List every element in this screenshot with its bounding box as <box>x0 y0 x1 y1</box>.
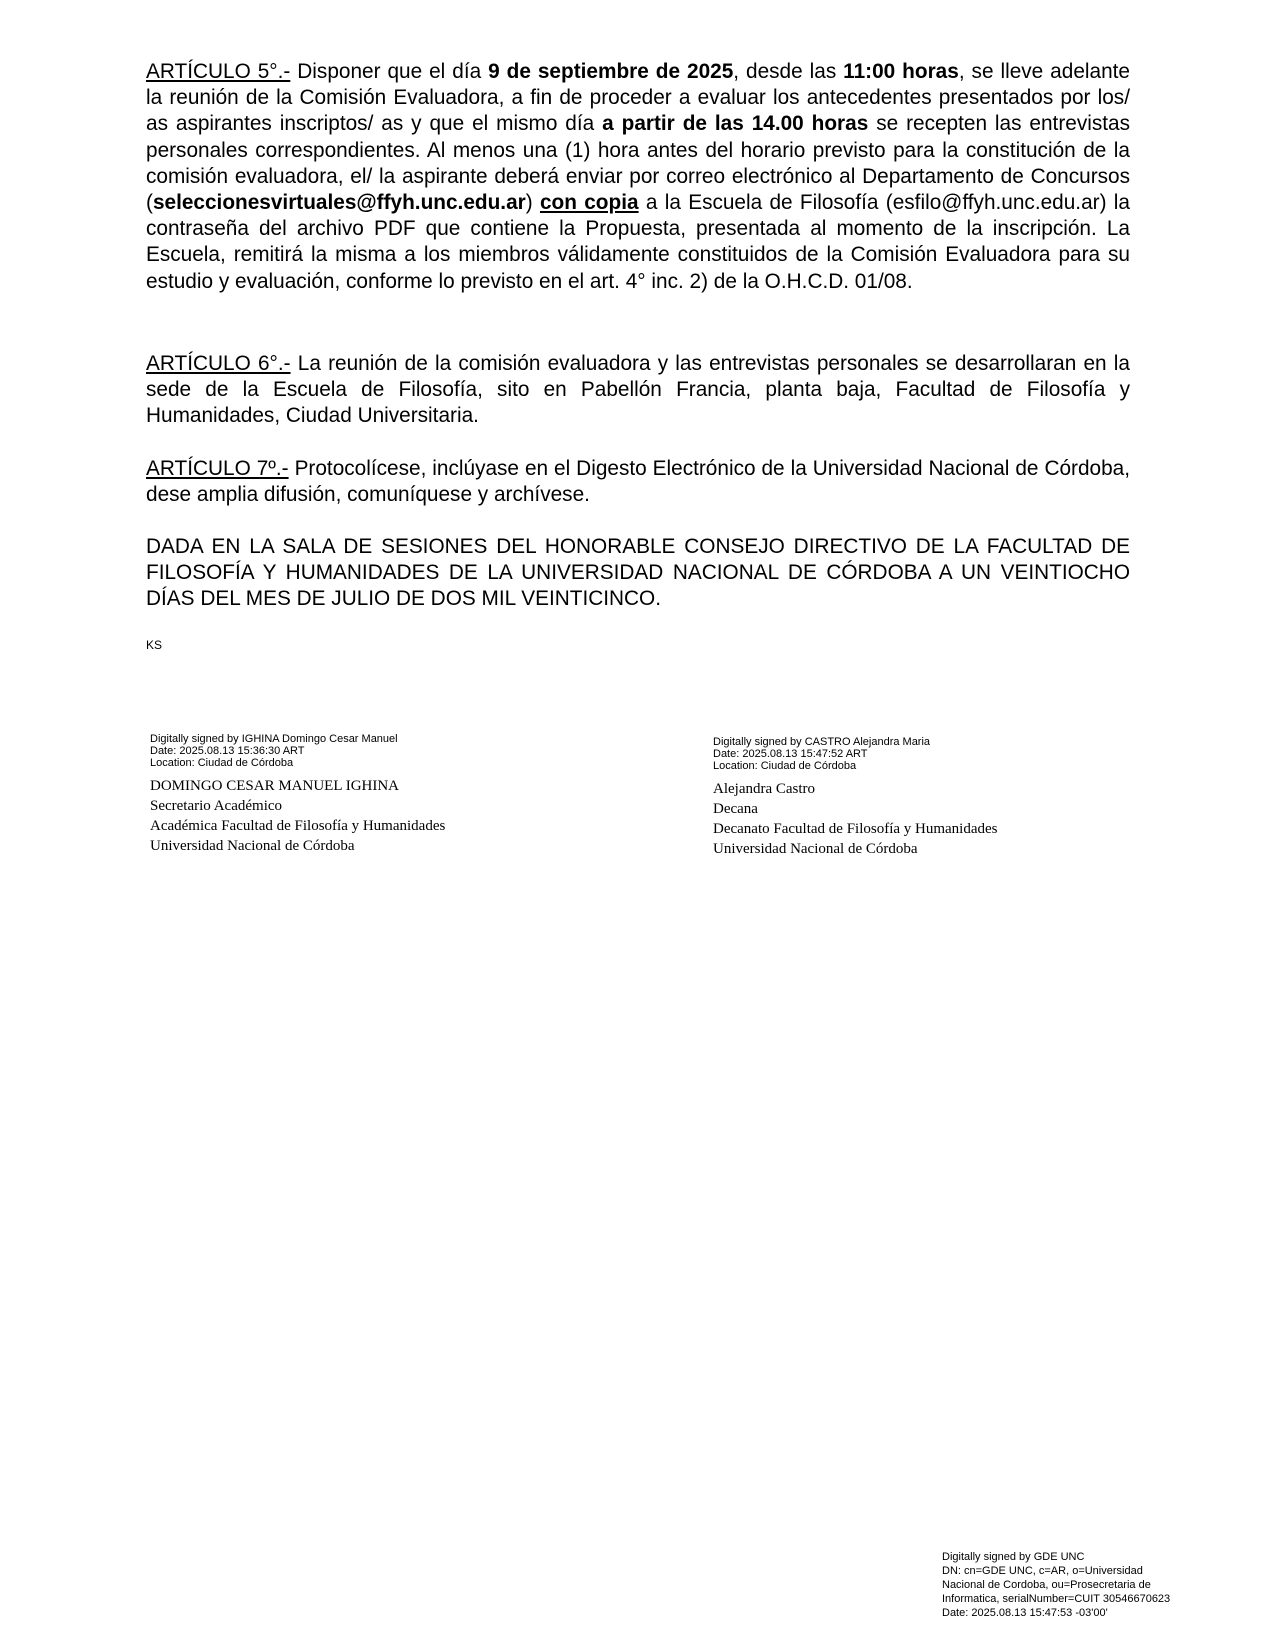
article-5-text: ) <box>525 191 540 215</box>
article-5-text: , desde las <box>733 60 844 83</box>
signer-university: Universidad Nacional de Córdoba <box>713 841 918 857</box>
interview-time: a partir de las 14.00 horas <box>602 112 869 136</box>
contest-email: seleccionesvirtuales@ffyh.unc.edu.ar <box>152 191 526 215</box>
digital-signature-date: Date: 2025.08.13 15:36:30 ART <box>150 745 305 757</box>
digital-signature-date: Date: 2025.08.13 15:47:52 ART <box>713 748 868 760</box>
gde-signature-line: Date: 2025.08.13 15:47:53 -03'00' <box>942 1607 1108 1619</box>
article-5-paragraph <box>146 59 1130 295</box>
signature-block-ighina <box>150 733 445 856</box>
signer-unit: Decanato Facultad de Filosofía y Humanidades <box>713 821 998 837</box>
article-5-text: Disponer que el día <box>290 60 489 83</box>
signer-role: Secretario Académico <box>150 798 283 814</box>
article-6-paragraph <box>146 351 1130 430</box>
article-7-heading: ARTÍCULO 7º.- <box>146 457 289 480</box>
meeting-time: 11:00 horas <box>843 60 959 83</box>
article-5-text: a la Escuela de Filosofía (esfilo@ffyh.unc.edu.ar) la contraseña del archivo PDF que contiene la Propuesta, presentada al momento de la inscripción. La Escuela, remitirá la misma a los miembros válidamente constituidos de la Comisión Evaluadora para su estudio y evaluación, conforme lo previsto en el art. 4° inc. 2) de la O.H.C.D. 01/08. <box>146 191 1130 293</box>
signer-role: Decana <box>713 801 758 817</box>
digital-signature-location: Location: Ciudad de Córdoba <box>150 757 294 769</box>
article-6-heading: ARTÍCULO 6°.- <box>146 352 291 375</box>
copy-note: con copia <box>539 191 639 215</box>
digital-signature-line: Digitally signed by IGHINA Domingo Cesar Manuel <box>150 733 398 745</box>
signer-unit: Académica Facultad de Filosofía y Humanidades <box>150 818 446 834</box>
initials: KS <box>146 638 163 652</box>
digital-signature-line: Digitally signed by CASTRO Alejandra Maria <box>713 736 931 748</box>
gde-digital-signature <box>942 1550 1170 1620</box>
meeting-date: 9 de septiembre de 2025 <box>488 60 734 83</box>
article-7-text: Protocolícese, inclúyase en el Digesto Electrónico de la Universidad Nacional de Córdoba, dese amplia difusión, comuníquese y archívese. <box>146 457 1130 507</box>
article-6-text: La reunión de la comisión evaluadora y las entrevistas personales se desarrollaran en la sede de la Escuela de Filosofía, sito en Pabellón Francia, planta baja, Facultad de Filosofía y Humanidades, Ciudad Universitaria. <box>146 352 1130 428</box>
article-5-heading: ARTÍCULO 5°.- <box>146 60 291 83</box>
article-5-text: se recepten las entrevistas personales correspondientes. Al menos una (1) hora antes del horario previsto para la constitución de la comisión evaluadora, el/ la aspirante deberá enviar por correo electrónico al Departamento de Concursos ( <box>146 112 1130 215</box>
gde-signature-line: Digitally signed by GDE UNC <box>942 1551 1085 1563</box>
article-5-text: , se lleve adelante la reunión de la Comisión Evaluadora, a fin de proceder a evaluar los antecedentes presentados por los/ as aspirantes inscriptos/ as y que el mismo día <box>146 60 1130 136</box>
digital-signature-location: Location: Ciudad de Córdoba <box>713 760 857 772</box>
signature-block-castro <box>713 736 998 859</box>
gde-signature-line: DN: cn=GDE UNC, c=AR, o=Universidad <box>942 1565 1143 1577</box>
gde-signature-line: Informatica, serialNumber=CUIT 30546670623 <box>942 1593 1171 1605</box>
signer-university: Universidad Nacional de Córdoba <box>150 838 355 854</box>
closing-paragraph: DADA EN LA SALA DE SESIONES DEL HONORABLE CONSEJO DIRECTIVO DE LA FACULTAD DE FILOSOFÍA Y HUMANIDADES DE LA UNIVERSIDAD NACIONAL DE CÓRDOBA A UN VEINTIOCHO DÍAS DEL MES DE JULIO DE DOS MIL VEINTICINCO. <box>146 535 1130 611</box>
gde-signature-line: Nacional de Cordoba, ou=Prosecretaria de <box>942 1579 1151 1591</box>
signer-name: Alejandra Castro <box>713 781 816 797</box>
article-7-paragraph <box>146 456 1130 508</box>
signer-name: DOMINGO CESAR MANUEL IGHINA <box>150 778 400 794</box>
